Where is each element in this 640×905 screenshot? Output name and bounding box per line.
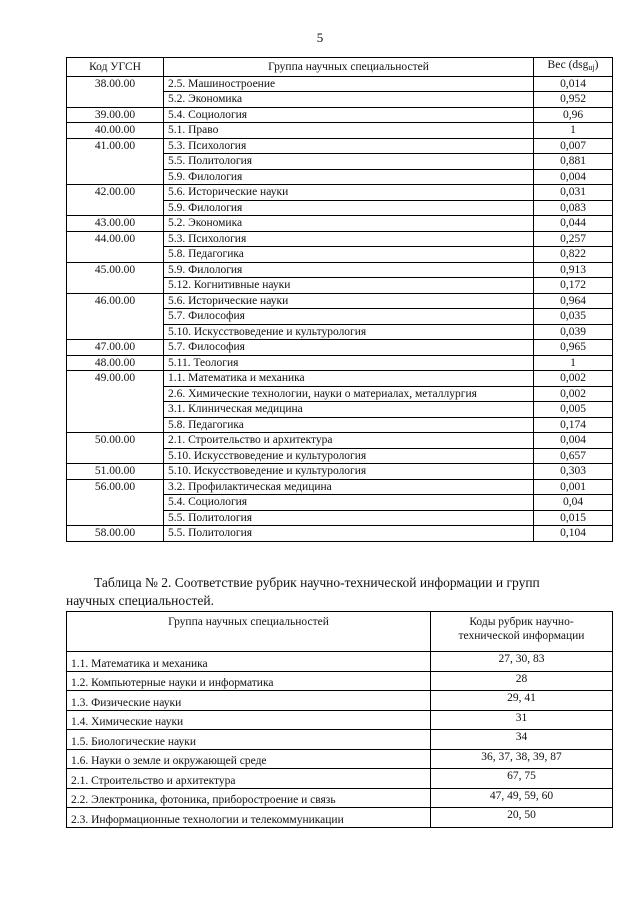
rubric-codes-cell: 28 <box>431 671 613 691</box>
table2-caption <box>66 574 626 610</box>
table-header-row <box>67 612 613 652</box>
weight-cell: 0,007 <box>534 138 613 154</box>
header-group: Группа научных специальностей <box>164 58 534 77</box>
page-number: 5 <box>316 30 324 45</box>
weight-cell: 0,002 <box>534 386 613 402</box>
specialty-group-cell: 5.9. Филология <box>164 200 534 216</box>
weight-cell: 0,083 <box>534 200 613 216</box>
weight-cell: 0,004 <box>534 169 613 185</box>
weight-cell: 0,001 <box>534 479 613 495</box>
specialty-group-cell: 5.9. Филология <box>164 169 534 185</box>
ugsn-weights-table <box>66 57 613 542</box>
ugsn-code-cell: 45.00.00 <box>67 262 164 293</box>
specialty-group-cell: 2.1. Строительство и архитектура <box>164 433 534 449</box>
header-codes: Коды рубрик научно- технической информации <box>431 612 613 652</box>
rubric-codes-cell: 20, 50 <box>431 808 613 828</box>
specialty-group-cell: 1.3. Физические науки <box>67 691 431 711</box>
weight-cell: 0,96 <box>534 107 613 123</box>
specialty-group-cell: 5.3. Психология <box>164 138 534 154</box>
specialty-group-cell: 5.3. Психология <box>164 231 534 247</box>
weight-cell: 0,002 <box>534 371 613 387</box>
ugsn-code-cell: 48.00.00 <box>67 355 164 371</box>
table-row <box>67 788 613 808</box>
specialty-group-cell: 1.6. Науки о земле и окружающей среде <box>67 749 431 769</box>
weight-cell: 0,913 <box>534 262 613 278</box>
weight-cell: 0,005 <box>534 402 613 418</box>
weight-cell: 0,035 <box>534 309 613 325</box>
specialty-group-cell: 1.4. Химические науки <box>67 710 431 730</box>
table-row <box>67 185 613 201</box>
specialty-group-cell: 1.1. Математика и механика <box>67 652 431 672</box>
ugsn-code-cell: 51.00.00 <box>67 464 164 480</box>
specialty-group-cell: 2.6. Химические технологии, науки о материалах, металлургия <box>164 386 534 402</box>
weight-cell: 0,952 <box>534 92 613 108</box>
weight-cell: 0,303 <box>534 464 613 480</box>
specialty-group-cell: 5.8. Педагогика <box>164 417 534 433</box>
weight-cell: 0,104 <box>534 526 613 542</box>
weight-cell: 0,015 <box>534 510 613 526</box>
ugsn-code-cell: 44.00.00 <box>67 231 164 262</box>
table-row <box>67 769 613 789</box>
specialty-group-cell: 5.10. Искусствоведение и культурология <box>164 448 534 464</box>
table-row <box>67 340 613 356</box>
table-row <box>67 671 613 691</box>
weight-cell: 0,881 <box>534 154 613 170</box>
weight-cell: 0,257 <box>534 231 613 247</box>
ugsn-code-cell: 49.00.00 <box>67 371 164 433</box>
ugsn-code-cell: 43.00.00 <box>67 216 164 232</box>
rubric-codes-table <box>66 611 613 828</box>
specialty-group-cell: 5.1. Право <box>164 123 534 139</box>
specialty-group-cell: 3.1. Клиническая медицина <box>164 402 534 418</box>
table-row <box>67 123 613 139</box>
specialty-group-cell: 5.7. Философия <box>164 340 534 356</box>
ugsn-code-cell: 38.00.00 <box>67 76 164 107</box>
specialty-group-cell: 5.6. Исторические науки <box>164 185 534 201</box>
specialty-group-cell: 5.5. Политология <box>164 526 534 542</box>
caption-line-1: Таблица № 2. Соответствие рубрик научно-технической информации и групп <box>94 575 540 590</box>
table-row <box>67 526 613 542</box>
ugsn-code-cell: 39.00.00 <box>67 107 164 123</box>
specialty-group-cell: 5.2. Экономика <box>164 216 534 232</box>
header-code: Код УГСН <box>67 58 164 77</box>
rubric-codes-cell: 29, 41 <box>431 691 613 711</box>
weight-cell: 0,964 <box>534 293 613 309</box>
specialty-group-cell: 2.3. Информационные технологии и телекоммуникации <box>67 808 431 828</box>
weight-cell: 1 <box>534 123 613 139</box>
table-row <box>67 76 613 92</box>
header-group: Группа научных специальностей <box>67 612 431 652</box>
weight-cell: 0,657 <box>534 448 613 464</box>
weight-cell: 0,172 <box>534 278 613 294</box>
weight-cell: 0,014 <box>534 76 613 92</box>
specialty-group-cell: 5.5. Политология <box>164 510 534 526</box>
specialty-group-cell: 1.5. Биологические науки <box>67 730 431 750</box>
weight-cell: 0,04 <box>534 495 613 511</box>
table-row <box>67 231 613 247</box>
specialty-group-cell: 1.2. Компьютерные науки и информатика <box>67 671 431 691</box>
specialty-group-cell: 1.1. Математика и механика <box>164 371 534 387</box>
table-row <box>67 730 613 750</box>
ugsn-code-cell: 56.00.00 <box>67 479 164 526</box>
ugsn-code-cell: 46.00.00 <box>67 293 164 340</box>
table-row <box>67 371 613 387</box>
rubric-codes-cell: 27, 30, 83 <box>431 652 613 672</box>
specialty-group-cell: 5.10. Искусствоведение и культурология <box>164 324 534 340</box>
specialty-group-cell: 2.5. Машиностроение <box>164 76 534 92</box>
table-row <box>67 138 613 154</box>
rubric-codes-cell: 34 <box>431 730 613 750</box>
weight-cell: 0,822 <box>534 247 613 263</box>
table-row <box>67 433 613 449</box>
weight-cell: 0,039 <box>534 324 613 340</box>
ugsn-code-cell: 41.00.00 <box>67 138 164 185</box>
table-row <box>67 691 613 711</box>
table-row <box>67 710 613 730</box>
weight-cell: 0,965 <box>534 340 613 356</box>
specialty-group-cell: 2.2. Электроника, фотоника, приборостроение и связь <box>67 788 431 808</box>
table-row <box>67 355 613 371</box>
table-row <box>67 216 613 232</box>
specialty-group-cell: 5.11. Теология <box>164 355 534 371</box>
rubric-codes-cell: 31 <box>431 710 613 730</box>
rubric-codes-cell: 36, 37, 38, 39, 87 <box>431 749 613 769</box>
specialty-group-cell: 5.2. Экономика <box>164 92 534 108</box>
table-row <box>67 107 613 123</box>
specialty-group-cell: 5.9. Филология <box>164 262 534 278</box>
specialty-group-cell: 5.12. Когнитивные науки <box>164 278 534 294</box>
weight-cell: 0,044 <box>534 216 613 232</box>
specialty-group-cell: 5.8. Педагогика <box>164 247 534 263</box>
ugsn-code-cell: 50.00.00 <box>67 433 164 464</box>
ugsn-code-cell: 40.00.00 <box>67 123 164 139</box>
specialty-group-cell: 5.5. Политология <box>164 154 534 170</box>
table-row <box>67 749 613 769</box>
specialty-group-cell: 5.7. Философия <box>164 309 534 325</box>
rubric-codes-cell: 67, 75 <box>431 769 613 789</box>
table-header-row <box>67 58 613 77</box>
specialty-group-cell: 5.10. Искусствоведение и культурология <box>164 464 534 480</box>
table-row <box>67 808 613 828</box>
rubric-codes-cell: 47, 49, 59, 60 <box>431 788 613 808</box>
weight-cell: 0,031 <box>534 185 613 201</box>
weight-cell: 0,174 <box>534 417 613 433</box>
ugsn-code-cell: 42.00.00 <box>67 185 164 216</box>
table-row <box>67 652 613 672</box>
specialty-group-cell: 5.4. Социология <box>164 107 534 123</box>
ugsn-code-cell: 47.00.00 <box>67 340 164 356</box>
specialty-group-cell: 5.6. Исторические науки <box>164 293 534 309</box>
specialty-group-cell: 2.1. Строительство и архитектура <box>67 769 431 789</box>
table-row <box>67 293 613 309</box>
ugsn-code-cell: 58.00.00 <box>67 526 164 542</box>
header-weight: Вес (dsg$_{uj}$) <box>534 58 613 77</box>
specialty-group-cell: 5.4. Социология <box>164 495 534 511</box>
weight-cell: 1 <box>534 355 613 371</box>
table-row <box>67 262 613 278</box>
table-row <box>67 464 613 480</box>
caption-line-2: научных специальностей. <box>66 593 214 608</box>
weight-cell: 0,004 <box>534 433 613 449</box>
specialty-group-cell: 3.2. Профилактическая медицина <box>164 479 534 495</box>
table-row <box>67 479 613 495</box>
